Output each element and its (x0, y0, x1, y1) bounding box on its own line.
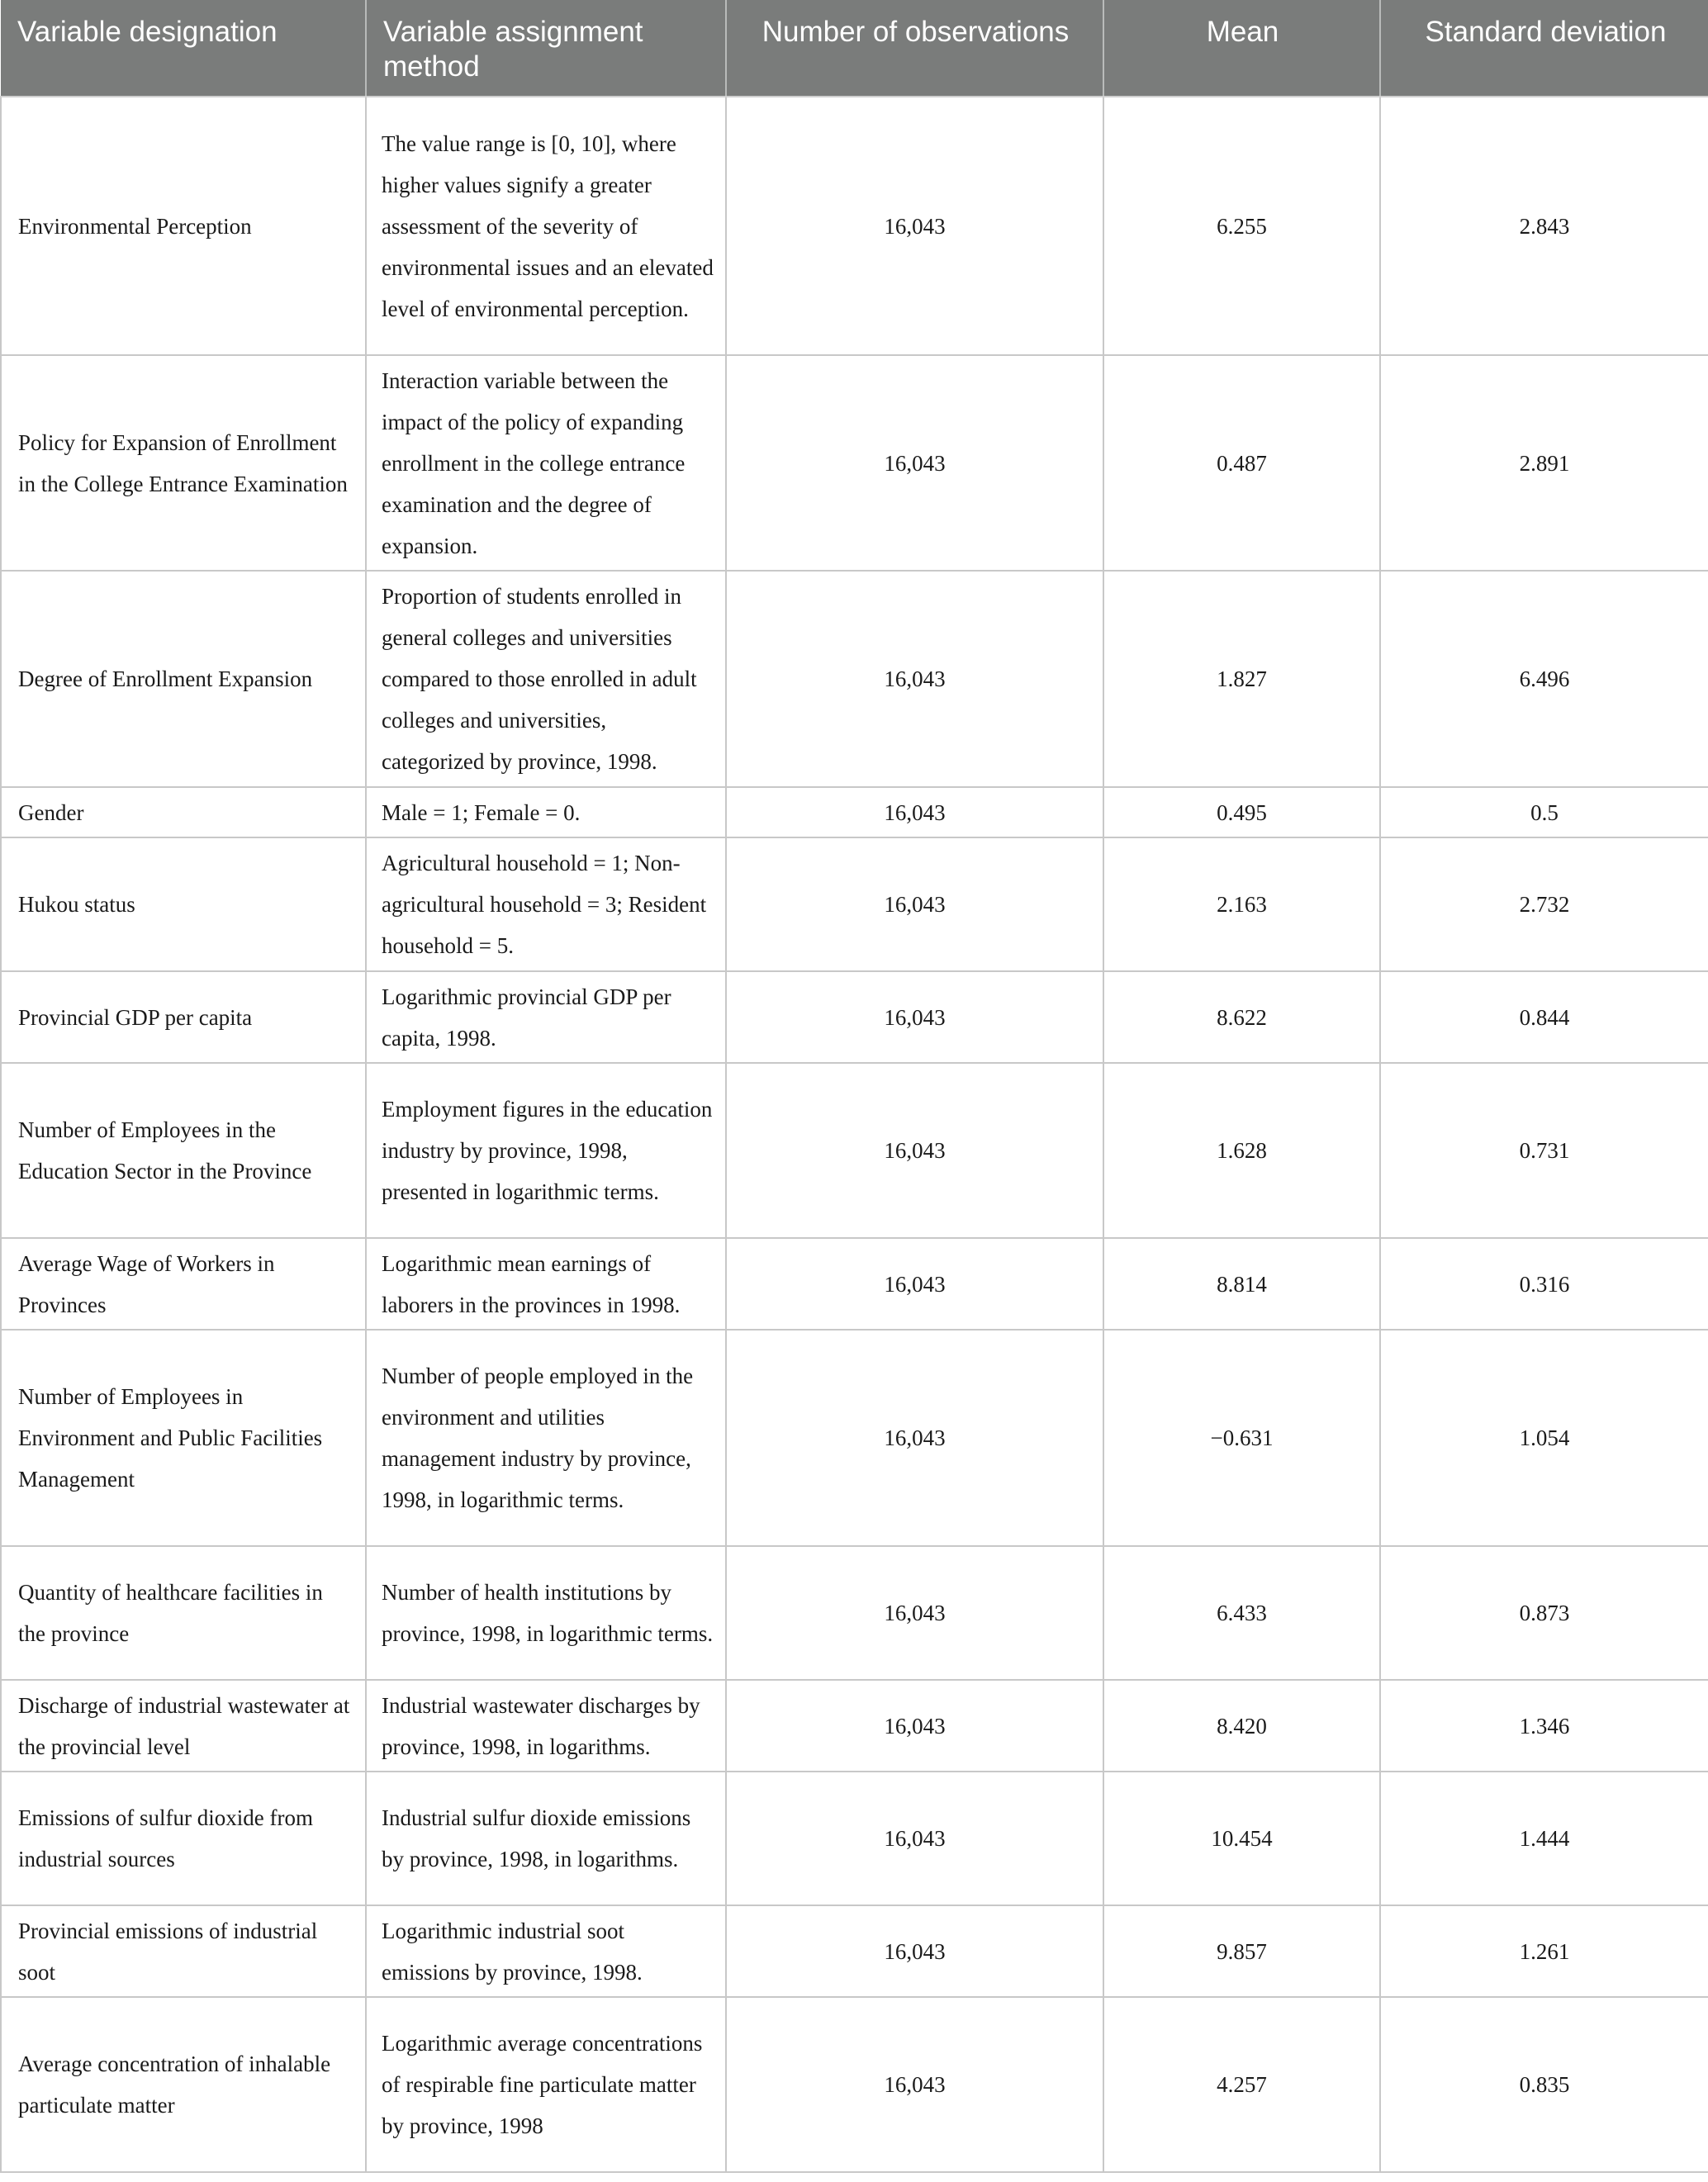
observations-value: 16,043 (726, 97, 1103, 355)
variable-name: Gender (1, 787, 366, 837)
variable-method: Interaction variable between the impact of the policy of expanding enrollment in the college entrance examination and the degree of expansion. (366, 355, 726, 571)
mean-value: 1.628 (1103, 1063, 1380, 1238)
sd-value: 2.732 (1380, 837, 1708, 971)
table-row (1, 837, 1708, 971)
sd-value: 2.843 (1380, 97, 1708, 355)
sd-value: 1.261 (1380, 1905, 1708, 1997)
variable-method: Number of health institutions by province, 1998, in logarithmic terms. (366, 1546, 726, 1680)
sd-value: 2.891 (1380, 355, 1708, 571)
header-assignment-method: Variable assignment method (366, 0, 726, 97)
table-row (1, 1330, 1708, 1546)
sd-value: 0.873 (1380, 1546, 1708, 1680)
variable-method: Number of people employed in the environment and utilities management industry by province, 1998, in logarithmic terms. (366, 1330, 726, 1546)
sd-value: 0.835 (1380, 1997, 1708, 2172)
sd-value: 6.496 (1380, 571, 1708, 787)
variable-name: Provincial GDP per capita (1, 971, 366, 1063)
variable-method: Agricultural household = 1; Non-agricultural household = 3; Resident household = 5. (366, 837, 726, 971)
observations-value: 16,043 (726, 971, 1103, 1063)
variable-method: Industrial wastewater discharges by province, 1998, in logarithms. (366, 1680, 726, 1772)
table-row (1, 355, 1708, 571)
observations-value: 16,043 (726, 1330, 1103, 1546)
variable-method: The value range is [0, 10], where higher values signify a greater assessment of the severity of environmental issues and an elevated level of environmental perception. (366, 97, 726, 355)
sd-value: 0.316 (1380, 1238, 1708, 1330)
header-row (1, 0, 1708, 97)
sd-value: 1.054 (1380, 1330, 1708, 1546)
mean-value: 1.827 (1103, 571, 1380, 787)
observations-value: 16,043 (726, 1063, 1103, 1238)
variable-name: Provincial emissions of industrial soot (1, 1905, 366, 1997)
table-row (1, 1680, 1708, 1772)
variable-name: Policy for Expansion of Enrollment in the College Entrance Examination (1, 355, 366, 571)
header-variable-designation: Variable designation (1, 0, 366, 97)
observations-value: 16,043 (726, 1238, 1103, 1330)
mean-value: 9.857 (1103, 1905, 1380, 1997)
table-row (1, 1997, 1708, 2172)
variable-method: Logarithmic mean earnings of laborers in the provinces in 1998. (366, 1238, 726, 1330)
variable-method: Logarithmic average concentrations of respirable fine particulate matter by province, 1998 (366, 1997, 726, 2172)
variable-name: Degree of Enrollment Expansion (1, 571, 366, 787)
variable-name: Discharge of industrial wastewater at the provincial level (1, 1680, 366, 1772)
variable-method: Logarithmic industrial soot emissions by province, 1998. (366, 1905, 726, 1997)
variable-name: Emissions of sulfur dioxide from industrial sources (1, 1772, 366, 1905)
mean-value: 8.420 (1103, 1680, 1380, 1772)
sd-value: 1.444 (1380, 1772, 1708, 1905)
header-observations: Number of observations (726, 0, 1103, 97)
mean-value: 0.487 (1103, 355, 1380, 571)
variable-name: Average Wage of Workers in Provinces (1, 1238, 366, 1330)
sd-value: 0.731 (1380, 1063, 1708, 1238)
variable-name: Hukou status (1, 837, 366, 971)
mean-value: 4.257 (1103, 1997, 1380, 2172)
observations-value: 16,043 (726, 1680, 1103, 1772)
sd-value: 0.5 (1380, 787, 1708, 837)
variable-method: Industrial sulfur dioxide emissions by province, 1998, in logarithms. (366, 1772, 726, 1905)
mean-value: 0.495 (1103, 787, 1380, 837)
sd-value: 1.346 (1380, 1680, 1708, 1772)
table-row (1, 1546, 1708, 1680)
mean-value: 2.163 (1103, 837, 1380, 971)
table-row (1, 571, 1708, 787)
table-header (1, 0, 1708, 97)
header-mean: Mean (1103, 0, 1380, 97)
variable-method: Proportion of students enrolled in general colleges and universities compared to those enrolled in adult colleges and universities, categorized by province, 1998. (366, 571, 726, 787)
table-row (1, 787, 1708, 837)
observations-value: 16,043 (726, 837, 1103, 971)
mean-value: 8.814 (1103, 1238, 1380, 1330)
observations-value: 16,043 (726, 1772, 1103, 1905)
variable-name: Number of Employees in the Education Sector in the Province (1, 1063, 366, 1238)
variable-name: Average concentration of inhalable particulate matter (1, 1997, 366, 2172)
mean-value: 8.622 (1103, 971, 1380, 1063)
variable-name: Environmental Perception (1, 97, 366, 355)
table-row (1, 971, 1708, 1063)
table-row (1, 97, 1708, 355)
sd-value: 0.844 (1380, 971, 1708, 1063)
header-standard-deviation: Standard deviation (1380, 0, 1708, 97)
table-body (1, 97, 1708, 2172)
table-row (1, 1238, 1708, 1330)
mean-value: 6.255 (1103, 97, 1380, 355)
observations-value: 16,043 (726, 355, 1103, 571)
variable-method: Logarithmic provincial GDP per capita, 1998. (366, 971, 726, 1063)
observations-value: 16,043 (726, 1546, 1103, 1680)
table-row (1, 1063, 1708, 1238)
mean-value: −0.631 (1103, 1330, 1380, 1546)
observations-value: 16,043 (726, 571, 1103, 787)
variable-name: Quantity of healthcare facilities in the province (1, 1546, 366, 1680)
mean-value: 6.433 (1103, 1546, 1380, 1680)
observations-value: 16,043 (726, 787, 1103, 837)
table-row (1, 1905, 1708, 1997)
table-row (1, 1772, 1708, 1905)
variable-name: Number of Employees in Environment and Public Facilities Management (1, 1330, 366, 1546)
observations-value: 16,043 (726, 1905, 1103, 1997)
variable-method: Male = 1; Female = 0. (366, 787, 726, 837)
mean-value: 10.454 (1103, 1772, 1380, 1905)
observations-value: 16,043 (726, 1997, 1103, 2172)
variable-method: Employment figures in the education industry by province, 1998, presented in logarithmic terms. (366, 1063, 726, 1238)
